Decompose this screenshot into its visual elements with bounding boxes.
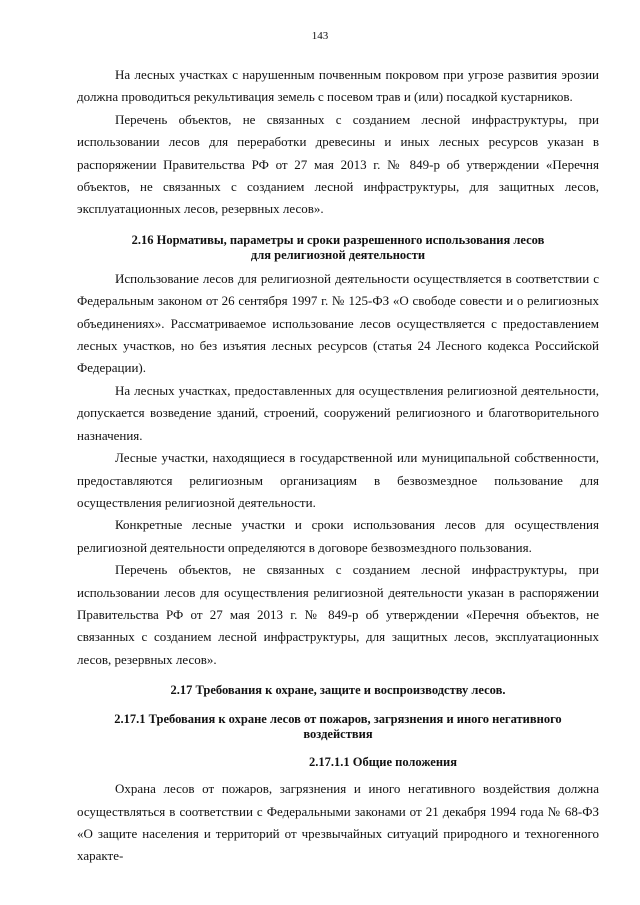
section-heading-2-17: 2.17 Требования к охране, защите и воспроизводству лесов.	[170, 683, 506, 698]
paragraph: Лесные участки, находящиеся в государственной или муниципальной собственности, предоставляются религиозным организациям в безвозмездное пользование для осуществления религиозной деятельности.	[77, 450, 599, 510]
section-heading-2-17-1-1	[77, 755, 599, 770]
paragraph: Охрана лесов от пожаров, загрязнения и иного негативного воздействия должна осуществляться в соответствии с Федеральными законами от 21 декабря 1994 года № 68-ФЗ «О защите населения и территорий от чрезвычайных ситуаций природного и техногенного характе-	[77, 781, 599, 864]
paragraph: На лесных участках, предоставленных для осуществления религиозной деятельности, допускается возведение зданий, строений, сооружений религиозного и благотворительного назначения.	[77, 382, 599, 443]
paragraph: На лесных участках с нарушенным почвенным покровом при угрозе развития эрозии должна проводиться рекультивация земель с посевом трав и (или) посадкой кустарников.	[77, 67, 599, 105]
section-heading-2-16	[77, 233, 599, 263]
paragraph: Использование лесов для религиозной деятельности осуществляется в соответствии с Федеральным законом от 26 сентября 1997 г. № 125-ФЗ «О свободе совести и о религиозных объединениях». Рассматриваемое использование лесов осуществляется с предоставлением лесных участков, но без изъятия лесных ресурсов (статья 24 Лесного кодекса Российской Федерации).	[77, 270, 599, 376]
section-heading-2-17-1	[77, 712, 599, 742]
heading-line: 2.16 Нормативы, параметры и сроки разрешенного использования лесов	[131, 232, 545, 247]
heading-text: 2.17.1.1 Общие положения	[308, 755, 457, 770]
paragraph: Перечень объектов, не связанных с созданием лесной инфраструктуры, при использовании лесов для осуществления религиозной деятельности указан в распоряжении Правительства РФ от 27 мая 2013 г. № 849-р об утверждении «Перечня объектов, не связанных с созданием лесной инфраструктуры, для защитных лесов, эксплуатационных лесов, резервных лесов».	[77, 562, 599, 667]
heading-line: 2.17.1 Требования к охране лесов от пожаров, загрязнения и иного негативного	[114, 712, 562, 727]
document-body	[77, 64, 599, 868]
paragraph: Перечень объектов, не связанных с созданием лесной инфраструктуры, при использовании лесов для переработки древесины и иных лесных ресурсов указан в распоряжении Правительства РФ от 27 мая 2013 г. № 849-р об утверждении «Перечня объектов, не связанных с созданием лесной инфраструктуры, для защитных лесов, эксплуатационных лесов, резервных лесов».	[77, 111, 599, 217]
heading-line: воздействия	[303, 727, 373, 742]
heading-line: для религиозной деятельности	[250, 247, 426, 262]
paragraph: Конкретные лесные участки и сроки использования лесов для осуществления религиозной деятельности определяются в договоре безвозмездного пользования.	[77, 517, 599, 555]
page-number: 143	[311, 30, 329, 42]
